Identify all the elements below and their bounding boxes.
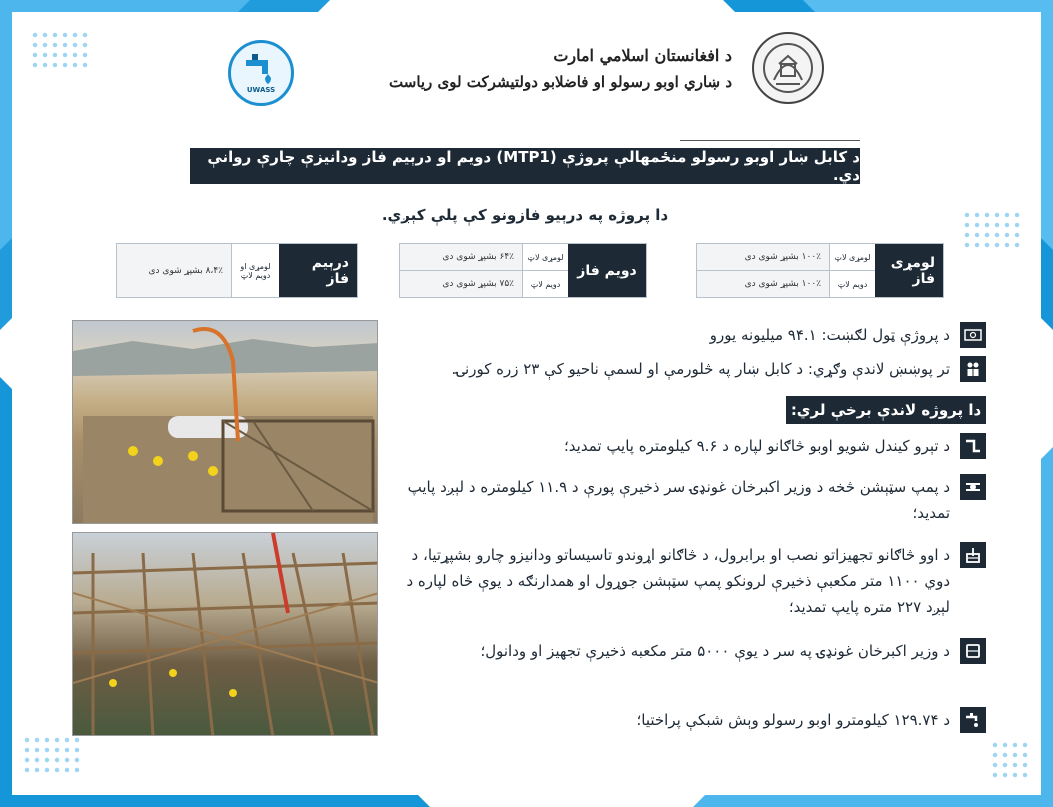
dots-decor-top-left bbox=[30, 30, 90, 70]
water-tap-icon bbox=[242, 52, 280, 86]
subtitle: دا پروژه په درېيو فازونو کې پلې کېږي. bbox=[381, 206, 669, 224]
components-heading: دا پروژه لاندې برخې لري: bbox=[786, 396, 986, 424]
uwass-logo bbox=[228, 40, 294, 106]
construction-photo-2 bbox=[72, 532, 378, 736]
phase-2-name: دويم فاز bbox=[568, 244, 646, 297]
divider bbox=[680, 140, 860, 141]
phase-1-name: لومړی فاز bbox=[875, 244, 943, 297]
well-icon bbox=[960, 542, 986, 568]
phase-3-lots-label: لومړی او دويم لاټ bbox=[231, 244, 279, 297]
headline-banner: د کابل ښار اوبو رسولو منځمهالې پروژې (MTP1) دويم او درېيم فاز ودانيزې چارې روانې دي. bbox=[190, 148, 860, 184]
dots-decor-bottom-left bbox=[22, 735, 82, 775]
list-item-text: د پمپ سټېشن څخه د وزير اکبرخان غونډۍ سر ذخيرې پورې د ۱۱.۹ کيلومتره د لېږد پايپ تمديد؛ bbox=[407, 478, 950, 522]
construction-photo-1 bbox=[72, 320, 378, 524]
fact-cost bbox=[396, 322, 986, 348]
header-titles bbox=[320, 46, 732, 91]
list-item-text: د وزير اکبرخان غونډۍ په سر د يوې ۵۰۰۰ متر مکعبه ذخيرې تجهيز او ودانول؛ bbox=[480, 642, 950, 660]
emirate-emblem-icon bbox=[752, 32, 824, 104]
list-item bbox=[396, 707, 986, 733]
network-tap-icon bbox=[960, 707, 986, 733]
list-item bbox=[396, 638, 986, 664]
people-icon bbox=[960, 356, 986, 382]
list-item bbox=[396, 542, 986, 620]
money-icon bbox=[960, 322, 986, 348]
phase-2-lot-2-progress: ۷۵٪ بشپړ شوی دی bbox=[442, 279, 514, 289]
phase-3-progress: ۸،۴٪ بشپړ شوی دی bbox=[148, 265, 223, 276]
phase-2-lot-1-label: لومړی لاټ bbox=[522, 244, 568, 270]
phase-2-box bbox=[399, 243, 647, 298]
phase-3-name: درېيم فاز bbox=[279, 244, 357, 297]
dots-decor-right bbox=[962, 210, 1022, 250]
phase-2-lot-2-label: دويم لاټ bbox=[522, 271, 568, 297]
dots-decor-bottom-right bbox=[990, 740, 1030, 780]
fact-beneficiaries bbox=[396, 356, 986, 382]
pump-station-icon bbox=[960, 474, 986, 500]
phase-1-lot-2-progress: ۱۰۰٪ بشپړ شوی دی bbox=[744, 279, 821, 289]
phase-1-lot-1-progress: ۱۰۰٪ بشپړ شوی دی bbox=[744, 252, 821, 262]
header-line-2: د ښاري اوبو رسولو او فاضلابو دولتيشرکت لوی رياست bbox=[389, 73, 732, 91]
reservoir-icon bbox=[960, 638, 986, 664]
phase-2-lot-1-progress: ۶۴٪ بشپړ شوی دی bbox=[442, 252, 514, 262]
list-item bbox=[396, 433, 986, 459]
list-item-text: د تېرو کيندل شويو اوبو څاګانو لپاره د ۹.۶ کيلومتره پايپ تمديد؛ bbox=[564, 437, 950, 455]
phase-3-box bbox=[116, 243, 358, 298]
phase-1-lot-1-label: لومړی لاټ bbox=[829, 244, 875, 270]
list-item-text: د اوو څاګانو تجهيزاتو نصب او برابرول، د څاګانو اړوندو تاسيساتو ودانيزو چارو بشپړتيا، د دوي ۱۱۰۰ متر مکعبې ذخيرې لرونکو پمپ سټېشن جوړول او همدارنګه د يوې څاه لپاره د لېږد ۲۲۷ متره پايپ تمديد؛ bbox=[406, 546, 950, 616]
pipe-icon bbox=[960, 433, 986, 459]
list-item-text: د ۱۲۹.۷۴ کيلومترو اوبو رسولو وېش شبکې پراختيا؛ bbox=[636, 711, 950, 729]
logo-text: UWASS bbox=[246, 86, 276, 94]
fact-cost-text: د پروژې ټول لګښت: ۹۴.۱ ميليونه يورو bbox=[709, 326, 950, 344]
phase-1-box bbox=[696, 243, 944, 298]
header-line-1: د افغانستان اسلامي امارت bbox=[553, 46, 732, 65]
phase-1-lot-2-label: دويم لاټ bbox=[829, 271, 875, 297]
fact-beneficiaries-text: تر پوښښ لاندې وګړي: د کابل ښار په څلورمې او لسمې ناحيو کې ۲۳ زره کورنۍ. bbox=[451, 360, 950, 378]
list-item bbox=[396, 474, 986, 526]
